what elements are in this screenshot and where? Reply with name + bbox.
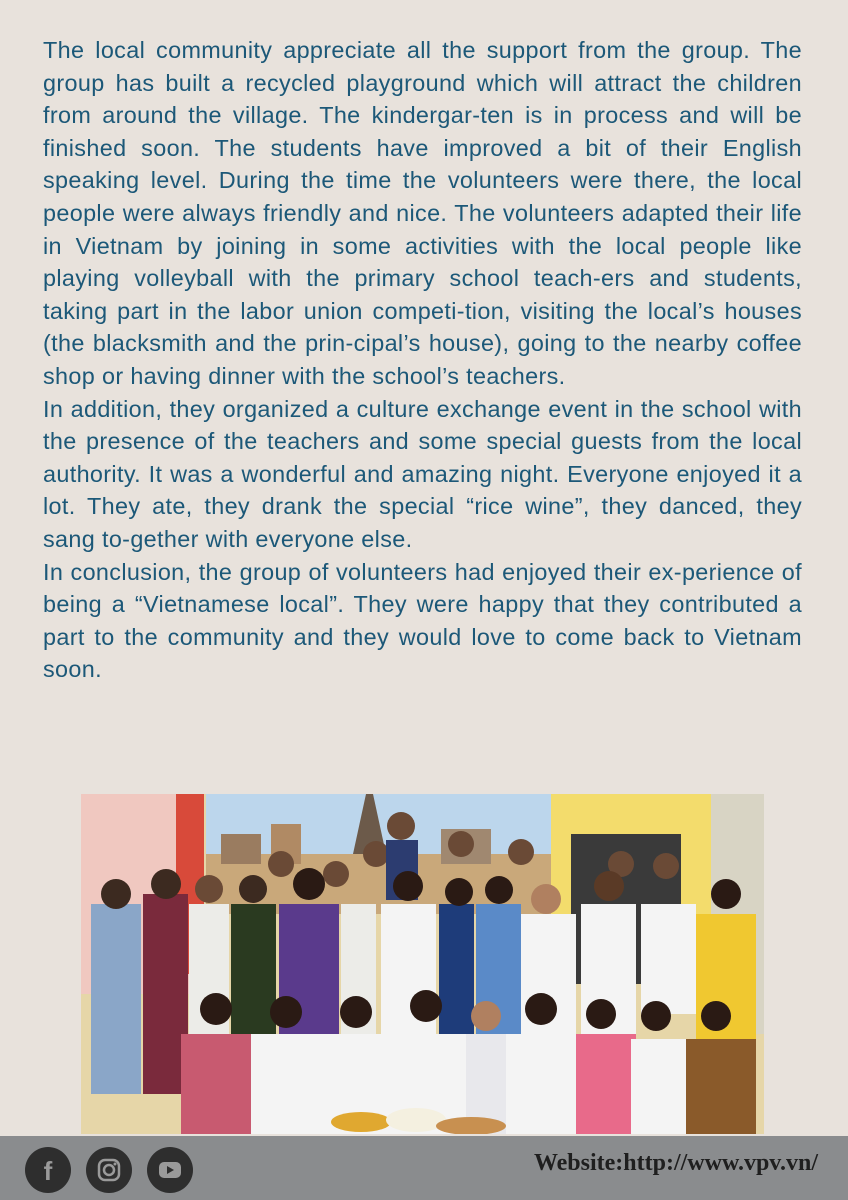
paragraph-culture-exchange: In addition, they organized a culture exchange event in the school with the presence of the teachers and some special guests from the local authority. It was a wonderful and amazing night. Everyone enjoyed it a lot. They ate, they drank the special “rice wine”, they danced, they sang to-gether with everyone else.: [43, 395, 802, 552]
website-link[interactable]: Website:http://www.vpv.vn/: [533, 1150, 818, 1176]
paragraph-support: The local community appreciate all the support from the group. The group has built a recycled playground which will attract the children from around the village. The kindergar-ten is in process and will be finished soon. The students have improved a bit of their English speaking level. During the time the volunteers were there, the local people were always friendly and nice. The volunteers adapted their life in Vietnam by joining in some activities with the local people like playing volleyball with the primary school teach-ers and students, taking part in the labor union competi-tion, visiting the local’s houses (the blacksmith and the prin-cipal’s house), going to the nearby coffee shop or having dinner with the school’s teachers.: [43, 37, 802, 389]
article-body: [43, 34, 802, 686]
svg-text:f: f: [43, 1156, 53, 1186]
instagram-icon[interactable]: [86, 1147, 132, 1193]
paragraph-conclusion: In conclusion, the group of volunteers had enjoyed their ex-perience of being a “Vietnamese local”. They were happy that they contributed a part to the community and they would love to come back to Vietnam soon.: [43, 558, 802, 683]
footer-bar: [0, 1136, 848, 1200]
group-photo: [81, 794, 764, 1134]
youtube-icon[interactable]: [147, 1147, 193, 1193]
facebook-icon[interactable]: [25, 1147, 71, 1193]
